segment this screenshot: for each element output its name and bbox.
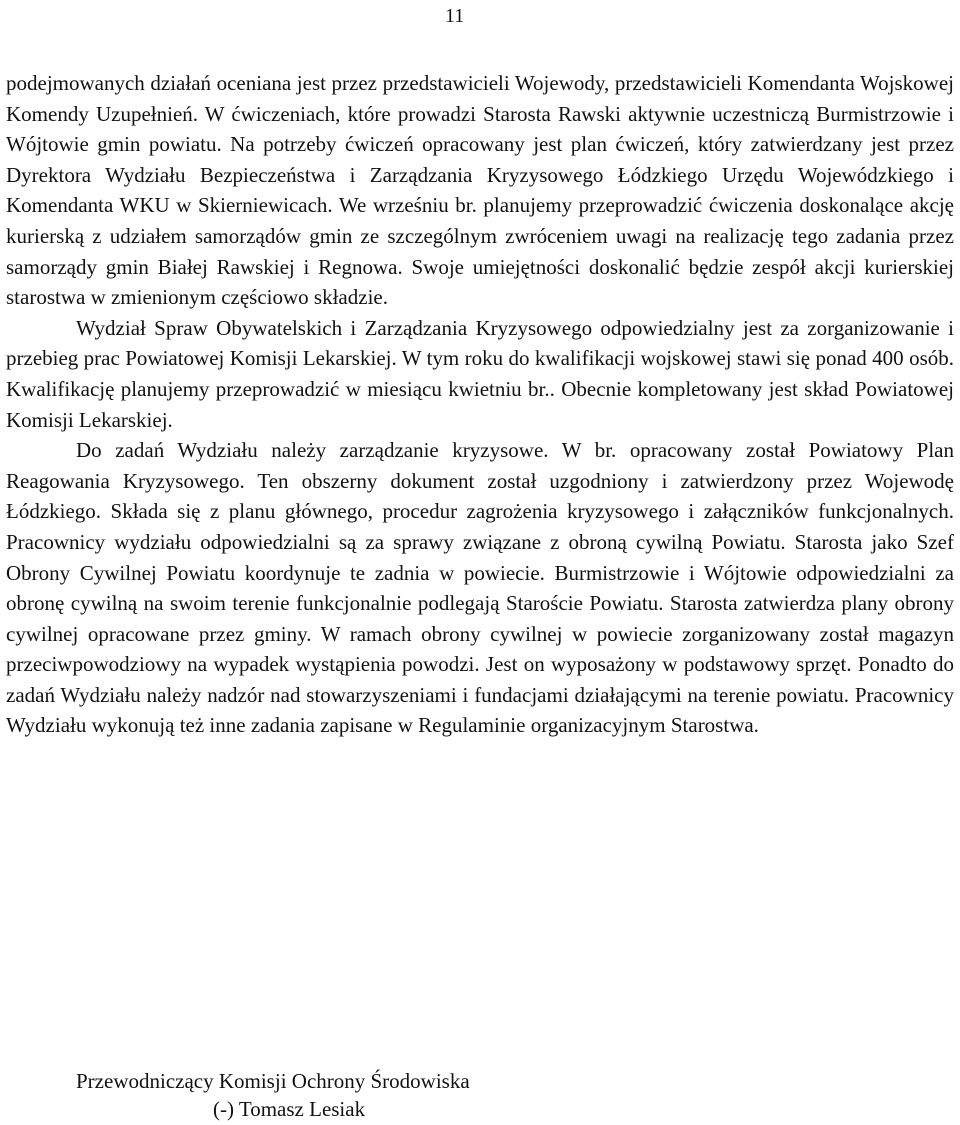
paragraph-exercises: podejmowanych działań oceniana jest przez przedstawicieli Wojewody, przedstawicieli Komendanta Wojskowej Komendy Uzupełnień. W ćwiczeniach, które prowadzi Starosta Rawski aktywnie uczestniczą Burmistrzowie i Wójtowie gmin powiatu. Na potrzeby ćwiczeń opracowany jest plan ćwiczeń, który zatwierdzany jest przez Dyrektora Wydziału Bezpieczeństwa i Zarządzania Kryzysowego Łódzkiego Urzędu Wojewódzkiego i Komendanta WKU w Skierniewicach. We wrześniu br. planujemy przeprowadzić ćwiczenia doskonalące akcję kurierską z udziałem samorządów gmin ze szczególnym zwróceniem uwagi na realizację tego zadania przez samorządy gmin Białej Rawskiej i Regnowa. Swoje umiejętności doskonalić będzie zespół akcji kurierskiej starostwa w zmienionym częściowo składzie. — [6, 71, 954, 310]
signature-name: (-) Tomasz Lesiak — [213, 1097, 366, 1121]
paragraph-crisis-management: Do zadań Wydziału należy zarządzanie kryzysowe. W br. opracowany został Powiatowy Plan Reagowania Kryzysowego. Ten obszerny dokument został uzgodniony i zatwierdzony przez Wojewodę Łódzkiego. Składa się z planu głównego, procedur zagrożenia kryzysowego i załączników funkcjonalnych. Pracownicy wydziału odpowiedzialni są za sprawy związane z obroną cywilną Powiatu. Starosta jako Szef Obrony Cywilnej Powiatu koordynuje te zadnia w powiecie. Burmistrzowie i Wójtowie odpowiedzialni za obronę cywilną na swoim terenie funkcjonalnie podlegają Staroście Powiatu. Starosta zatwierdza plany obrony cywilnej opracowane przez gminy. W ramach obrony cywilnej w powiecie zorganizowany został magazyn przeciwpowodziowy na wypadek wystąpienia powodzi. Jest on wyposażony w podstawowy sprzęt. Ponadto do zadań Wydziału należy nadzór nad stowarzyszeniami i fundacjami działającymi na terenie powiatu. Pracownicy Wydziału wykonują też inne zadania zapisane w Regulaminie organizacyjnym Starostwa. — [6, 438, 954, 738]
page-number: 11 — [445, 5, 465, 27]
body-text — [6, 68, 954, 741]
signature-title: Przewodniczący Komisji Ochrony Środowiska — [76, 1069, 470, 1093]
paragraph-medical-commission: Wydział Spraw Obywatelskich i Zarządzania Kryzysowego odpowiedzialny jest za zorganizowanie i przebieg prac Powiatowej Komisji Lekarskiej. W tym roku do kwalifikacji wojskowej stawi się ponad 400 osób. Kwalifikację planujemy przeprowadzić w miesiącu kwietniu br.. Obecnie kompletowany jest skład Powiatowej Komisji Lekarskiej. — [6, 315, 954, 432]
